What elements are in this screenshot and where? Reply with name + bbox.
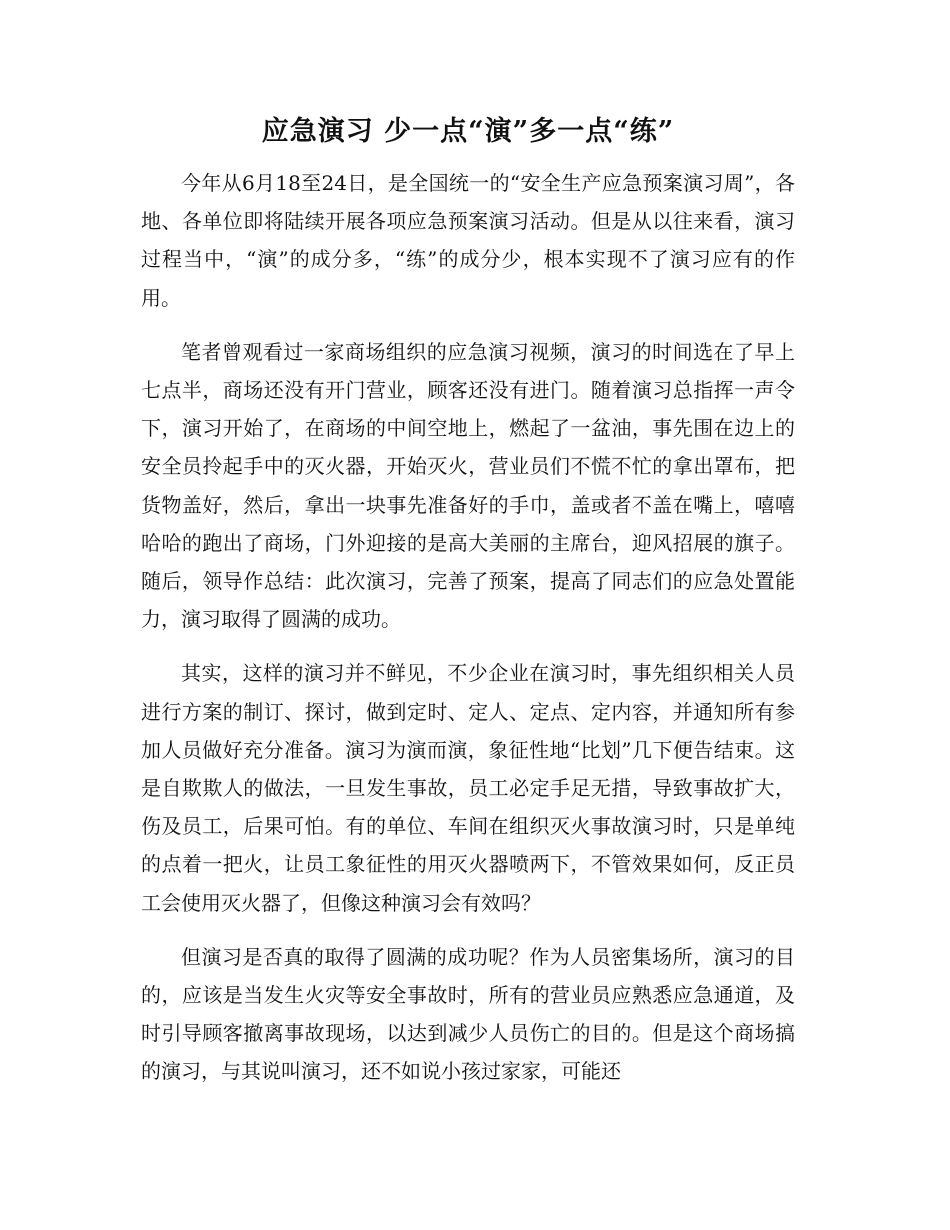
document-title: 应急演习 少一点“演”多一点“练” [261, 116, 675, 147]
paragraph-3: 其实，这样的演习并不鲜见，不少企业在演习时，事先组织相关人员进行方案的制订、探讨，做到定时、定人、定点、定内容，并通知所有参加人员做好充分准备。演习为演而演，象征性地“比划”几下便告结束。这是自欺欺人的做法，一旦发生事故，员工必定手足无措，导致事故扩大，伤及员工，后果可怕。有的单位、车间在组织灭火事故演习时，只是单纯的点着一把火，让员工象征性的用灭火器喷两下，不管效果如何，反正员工会使用灭火器了，但像这种演习会有效吗？ [141, 661, 795, 915]
paragraph-4: 但演习是否真的取得了圆满的成功呢？作为人员密集场所，演习的目的，应该是当发生火灾等安全事故时，所有的营业员应熟悉应急通道，及时引导顾客撤离事故现场，以达到减少人员伤亡的目的。但是这个商场搞的演习，与其说叫演习，还不如说小孩过家家，可能还 [141, 944, 795, 1084]
paragraph-1: 今年从6月18至24日，是全国统一的“安全生产应急预案演习周”，各地、各单位即将陆续开展各项应急预案演习活动。但是从以往来看，演习过程当中，“演”的成分多，“练”的成分少，根本实现不了演习应有的作用。 [141, 171, 795, 310]
paragraph-2: 笔者曾观看过一家商场组织的应急演习视频，演习的时间选在了早上七点半，商场还没有开门营业，顾客还没有进门。随着演习总指挥一声令下，演习开始了，在商场的中间空地上，燃起了一盆油，事先围在边上的安全员拎起手中的灭火器，开始灭火，营业员们不慌不忙的拿出罩布，把货物盖好，然后，拿出一块事先准备好的手巾，盖或者不盖在嘴上，嘻嘻哈哈的跑出了商场，门外迎接的是高大美丽的主席台，迎风招展的旗子。随后，领导作总结：此次演习，完善了预案，提高了同志们的应急处置能力，演习取得了圆满的成功。 [141, 339, 795, 632]
